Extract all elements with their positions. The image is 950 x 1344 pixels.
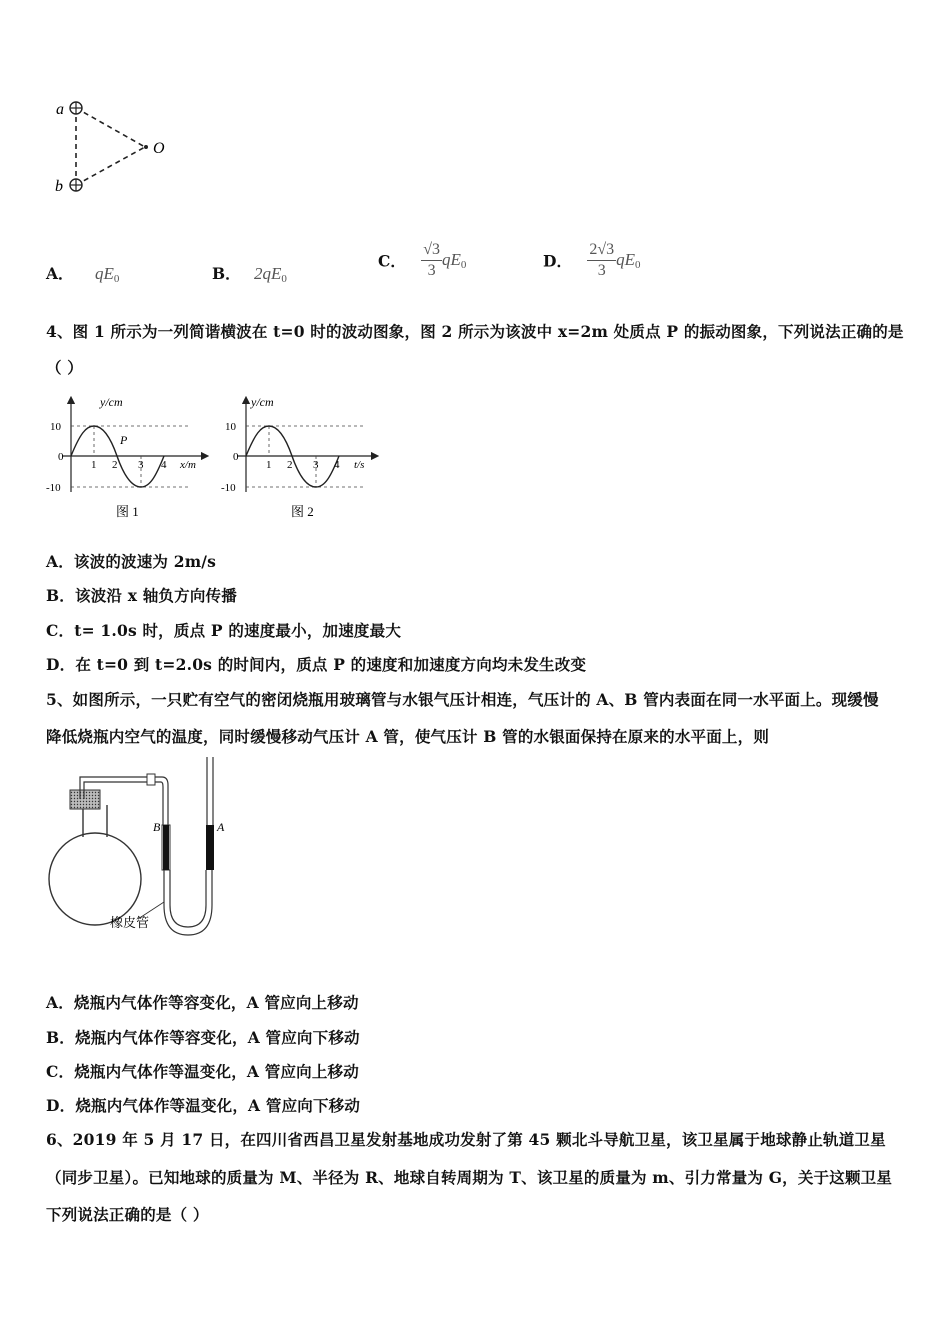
figure-caption: 图 2 [291, 504, 314, 519]
x-tick-1: 1 [91, 459, 97, 471]
x-axis-label: t/s [354, 459, 365, 471]
fraction-2sqrt3-over-3: $\frac{2√3}{3}$ [589, 241, 615, 279]
x-axis-label: x/m [180, 459, 196, 471]
y-tick-0: 0 [233, 451, 239, 463]
dashed-line-b-o [76, 147, 145, 185]
option-letter: A． [46, 264, 74, 283]
x-tick-3: 3 [138, 459, 144, 471]
y-tick-neg10: -10 [46, 482, 61, 494]
x-tick-2: 2 [112, 459, 118, 471]
q4-stem-line1: 4、图 1 所示为一列简谐横波在 t=0 时的波动图象，图 2 所示为该波中 x=2m 处质点 P 的振动图象，下列说法正确的是 [46, 322, 904, 341]
x-tick-3: 3 [313, 459, 319, 471]
q4-option-a[interactable]: A．该波的波速为 2m/s [46, 552, 217, 571]
option-letter: D． [543, 251, 572, 271]
flask-manometer-figure [40, 755, 240, 945]
rubber-tube-label: 橡皮管 [110, 915, 150, 930]
dashed-line-a-o [76, 108, 145, 147]
y-tick-10: 10 [50, 421, 61, 433]
mercury-a [206, 825, 214, 870]
figure-2-vibration-graph [215, 390, 390, 525]
option-letter: B． [212, 264, 241, 283]
fraction-sqrt3-over-3: $\frac{√3}{3}$ [423, 241, 441, 279]
mercury-b [163, 825, 169, 870]
q6-stem-line2: （同步卫星）。已知地球的质量为 M、半径为 R、地球自转周期为 T、该卫星的质量为 m、引力常量为 G，关于这颗卫星 [46, 1168, 893, 1187]
y-axis-label: y/cm [251, 395, 274, 409]
option-expr: 2qE [254, 264, 282, 283]
q6-stem-line3: 下列说法正确的是（ ） [46, 1205, 209, 1224]
label-b: B [153, 820, 161, 834]
option-letter: C． [378, 251, 406, 271]
y-tick-neg10: -10 [221, 482, 236, 494]
triangle-charge-figure [50, 95, 180, 200]
label-a: A [217, 820, 225, 834]
tube-a [207, 757, 213, 825]
flask-bulb [49, 833, 141, 925]
q4-option-d[interactable]: D．在 t=0 到 t=2.0s 的时间内，质点 P 的速度和加速度方向均未发生改变 [46, 655, 587, 674]
option-expr: qE [94, 264, 114, 283]
q5-option-b[interactable]: B．烧瓶内气体作等容变化，A 管应向下移动 [46, 1028, 360, 1047]
x-tick-2: 2 [287, 459, 293, 471]
figure-caption: 图 1 [116, 504, 139, 519]
point-o-dot [144, 145, 148, 149]
y-tick-0: 0 [58, 451, 64, 463]
x-tick-1: 1 [266, 459, 272, 471]
q3-option-a[interactable]: A． $qE_0$ [46, 264, 120, 285]
q3-option-c[interactable]: C． $\frac{√3}{3}$ $qE_0$ [378, 241, 467, 279]
q4-option-b[interactable]: B．该波沿 x 轴负方向传播 [46, 586, 237, 605]
q6-stem-line1: 6、2019 年 5 月 17 日，在四川省西昌卫星发射基地成功发射了第 45 颗北斗导航卫星，该卫星属于地球静止轨道卫星 [46, 1130, 886, 1149]
q5-option-a[interactable]: A．烧瓶内气体作等容变化，A 管应向上移动 [46, 993, 359, 1012]
label-b: b [55, 178, 63, 195]
y-axis-label: y/cm [100, 395, 123, 409]
point-p-label: P [120, 433, 128, 447]
y-tick-10: 10 [225, 421, 236, 433]
label-a: a [56, 101, 64, 118]
flask-neck [83, 805, 107, 837]
q3-option-d[interactable]: D． $\frac{2√3}{3}$ $qE_0$ [543, 241, 641, 279]
q5-stem-line1: 5、如图所示，一只贮有空气的密闭烧瓶用玻璃管与水银气压计相连，气压计的 A、B 管内表面在同一水平面上。现缓慢 [46, 690, 879, 709]
rubber-tube [164, 870, 212, 935]
label-o: O [153, 140, 165, 157]
q3-option-b[interactable]: B． $2qE_0$ [212, 264, 287, 285]
q4-option-c[interactable]: C．t= 1.0s 时，质点 P 的速度最小，加速度最大 [46, 621, 402, 640]
x-tick-4: 4 [161, 459, 167, 471]
q4-stem-line2: （ ） [46, 358, 83, 377]
figure-1-wave-graph [40, 390, 215, 525]
q5-stem-line2: 降低烧瓶内空气的温度，同时缓慢移动气压计 A 管，使气压计 B 管的水银面保持在原来的水平面上，则 [46, 727, 770, 746]
x-tick-4: 4 [334, 459, 340, 471]
q5-option-c[interactable]: C．烧瓶内气体作等温变化，A 管应向上移动 [46, 1062, 359, 1081]
q5-option-d[interactable]: D．烧瓶内气体作等温变化，A 管应向下移动 [46, 1096, 361, 1115]
